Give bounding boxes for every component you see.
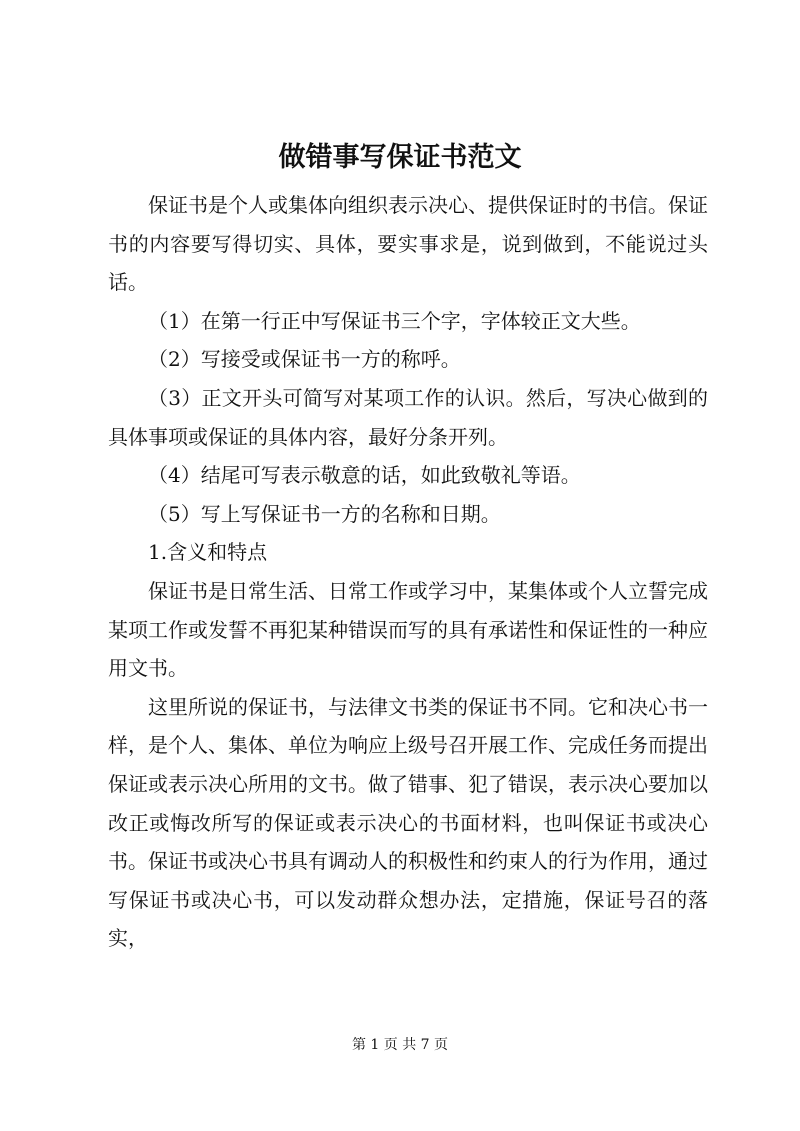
page-footer: 第 1 页 共 7 页: [351, 1037, 449, 1053]
paragraph-definition: 保证书是日常生活、日常工作或学习中，某集体或个人立誓完成某项工作或发誓不再犯某种错误而写的具有承诺性和保证性的一种应用文书。: [108, 578, 708, 681]
document-title: 做错事写保证书范文: [278, 142, 522, 173]
document-body: [108, 186, 708, 958]
paragraph-item-3: （3）正文开头可简写对某项工作的认识。然后，写决心做到的具体事项或保证的具体内容，最好分条开列。: [108, 385, 708, 449]
paragraph-item-4: （4）结尾可写表示敬意的话，如此致敬礼等语。: [148, 463, 581, 488]
paragraph-item-5: （5）写上写保证书一方的名称和日期。: [148, 501, 501, 526]
paragraph-item-2: （2）写接受或保证书一方的称呼。: [148, 347, 461, 372]
section-heading: 1.含义和特点: [148, 540, 268, 565]
paragraph-explanation: 这里所说的保证书，与法律文书类的保证书不同。它和决心书一样，是个人、集体、单位为响应上级号召开展工作、完成任务而提出保证或表示决心所用的文书。做了错事、犯了错误，表示决心要加以改正或悔改所写的保证或表示决心的书面材料，也叫保证书或决心书。保证书或决心书具有调动人的积极性和约束人的行为作用，通过写保证书或决心书，可以发动群众想办法，定措施，保证号召的落实，: [108, 694, 708, 951]
paragraph-item-1: （1）在第一行正中写保证书三个字，字体较正文大些。: [148, 308, 641, 333]
paragraph-intro: 保证书是个人或集体向组织表示决心、提供保证时的书信。保证书的内容要写得切实、具体，要实事求是，说到做到，不能说过头话。: [108, 193, 708, 295]
